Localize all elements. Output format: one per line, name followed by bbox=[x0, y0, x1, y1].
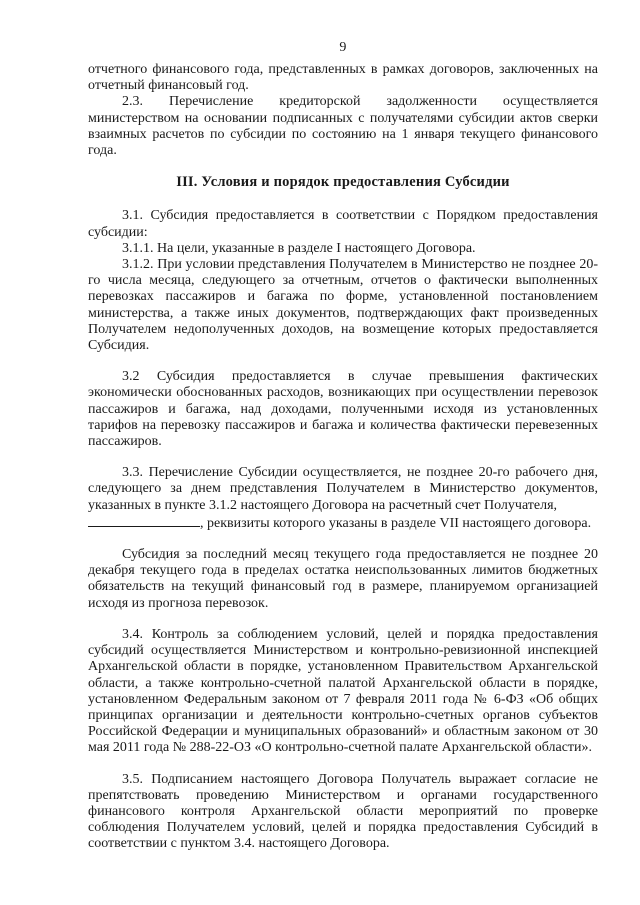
paragraph-last-month: Субсидия за последний месяц текущего года предоставляется не позднее 20 декабря текущего года в пределах остатка неиспользованных лимитов бюджетных обязательств на текущий финансовый год в размере, планируемом организацией исходя из прогноза перевозок. bbox=[88, 547, 598, 611]
section-heading: III. Условия и порядок предоставления Субсидии bbox=[176, 174, 510, 191]
paragraph-3-5: 3.5. Подписанием настоящего Договора Получатель выражает согласие не препятствовать проведению Министерством и органами государственного финансового контроля Архангельской области мероприятий по проверке соблюдения Получателем условий, целей и порядка предоставления Субсидий в соответствии с пунктом 3.4. настоящего Договора. bbox=[88, 771, 598, 852]
page-number: 9 bbox=[339, 40, 347, 55]
paragraph-2-3: 2.3. Перечисление кредиторской задолженности осуществляется министерством на основании подписанных с получателями субсидии актов сверки взаимных расчетов по субсидии по состоянию на 1 января текущего финансового года. bbox=[88, 94, 598, 159]
document-body bbox=[88, 62, 598, 853]
paragraph-3-4: 3.4. Контроль за соблюдением условий, целей и порядка предоставления субсидий осуществляется Министерством и контрольно-ревизионной инспекцией Архангельской области в порядке, установленном Правительством Архангельской области, а также контрольно-счетной палатой Архангельской области в порядке, установленном Федеральным законом от 7 февраля 2011 года № 6-ФЗ «Об общих принципах организации и деятельности контрольно-счетных органов субъектов Российской Федерации и муниципальных образований» и областным законом от 30 мая 2011 года № 288-22-ОЗ «О контрольно-счетной палате Архангельской области». bbox=[88, 626, 598, 756]
account-blank-line bbox=[88, 514, 200, 527]
paragraph-continuation: отчетного финансового года, представленных в рамках договоров, заключенных на отчетный финансовый год. bbox=[88, 62, 598, 94]
paragraph-3-3-text: 3.3. Перечисление Субсидии осуществляется, не позднее 20-го рабочего дня, следующего за днем представления Получателем в Министерство документов, указанных в пункте 3.1.2 настоящего Договора на расчетный счет Получателя, bbox=[88, 465, 598, 513]
paragraph-3-2: 3.2 Субсидия предоставляется в случае превышения фактических экономически обоснованных расходов, возникающих при осуществлении перевозок пассажиров и багажа, над доходами, полученными исходя из установленных тарифов на перевозку пассажиров и багажа и количества фактически перевезенных пассажиров. bbox=[88, 369, 598, 450]
paragraph-3-3 bbox=[88, 465, 598, 532]
paragraph-3-1-1: 3.1.1. На цели, указанные в разделе I настоящего Договора. bbox=[122, 240, 476, 256]
paragraph-3-3-tail: , реквизиты которого указаны в разделе VII настоящего договора. bbox=[200, 515, 592, 531]
paragraph-3-1-2: 3.1.2. При условии представления Получателем в Министерство не позднее 20-го числа месяца, следующего за отчетным, отчетов о фактически выполненных перевозках пассажиров и багажа по форме, установленной постановлением министерства, а также иных документов, подтверждающих факт произведенных Получателем недополученных доходов, на возмещение которых предоставляется Субсидия. bbox=[88, 257, 598, 354]
paragraph-3-1: 3.1. Субсидия предоставляется в соответствии с Порядком предоставления субсидии: bbox=[88, 208, 598, 240]
